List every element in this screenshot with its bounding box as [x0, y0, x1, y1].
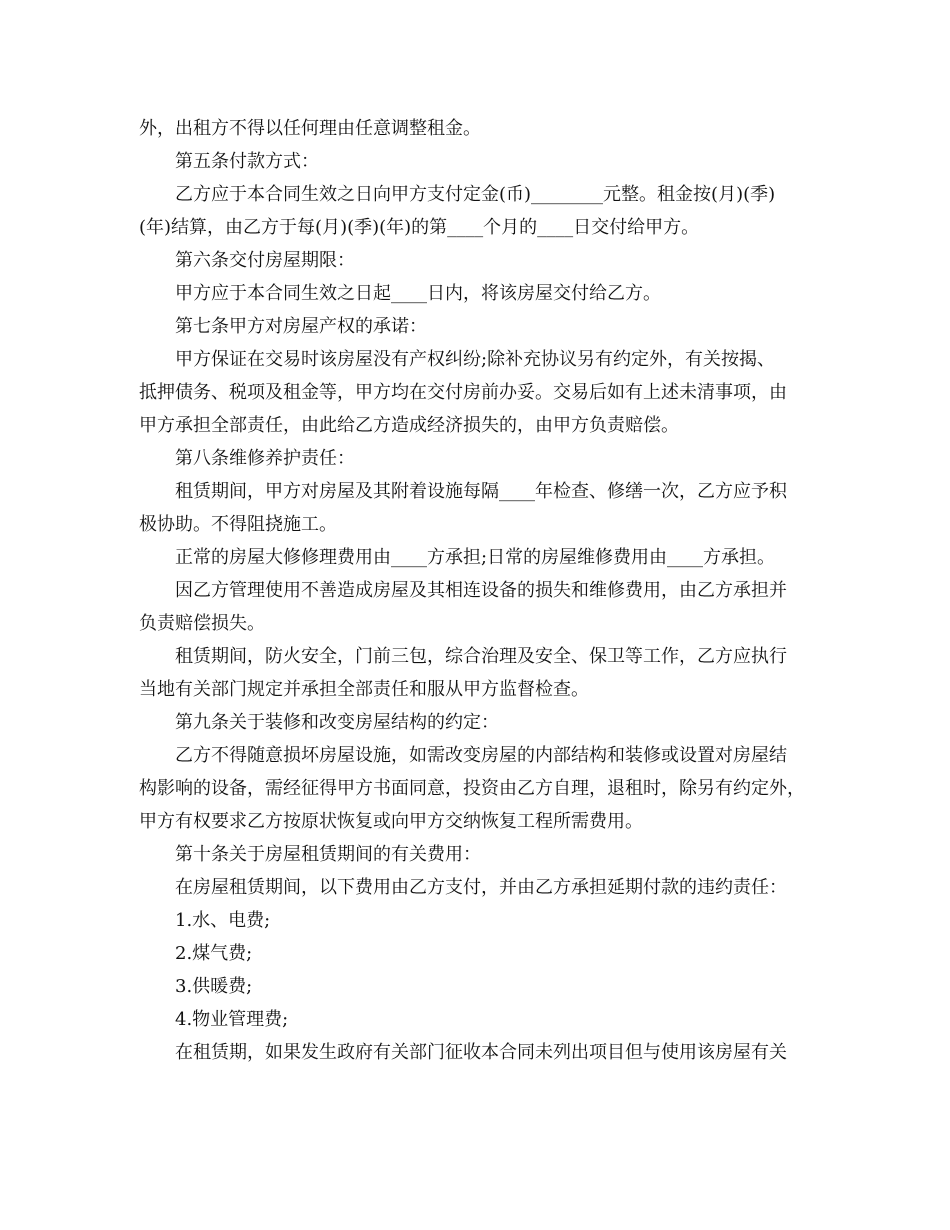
- text-line: 乙方应于本合同生效之日向甲方支付定金(币)________元整。租金按(月)(季): [175, 184, 776, 205]
- text-line: 3.供暖费;: [175, 976, 253, 997]
- text-line: 租赁期间，防火安全，门前三包，综合治理及安全、保卫等工作，乙方应执行: [175, 646, 787, 667]
- text-line: 第九条关于装修和改变房屋结构的约定：: [175, 712, 499, 733]
- text-line: 第七条甲方对房屋产权的承诺：: [175, 316, 427, 337]
- text-line: 甲方承担全部责任，由此给乙方造成经济损失的，由甲方负责赔偿。: [139, 415, 679, 436]
- text-line: 当地有关部门规定并承担全部责任和服从甲方监督检查。: [139, 679, 589, 700]
- text-line: 甲方保证在交易时该房屋没有产权纠纷;除补充协议另有约定外，有关按揭、: [175, 349, 776, 370]
- text-line: 因乙方管理使用不善造成房屋及其相连设备的损失和维修费用，由乙方承担并: [175, 580, 787, 601]
- text-line: (年)结算，由乙方于每(月)(季)(年)的第____个月的____日交付给甲方。: [139, 217, 700, 238]
- text-line: 正常的房屋大修修理费用由____方承担;日常的房屋维修费用由____方承担。: [175, 547, 776, 568]
- text-line: 第五条付款方式：: [175, 151, 319, 172]
- text-line: 甲方有权要求乙方按原状恢复或向甲方交纳恢复工程所需费用。: [139, 811, 643, 832]
- text-line: 4.物业管理费;: [175, 1009, 289, 1030]
- text-line: 第八条维修养护责任：: [175, 448, 355, 469]
- text-line: 构影响的设备，需经征得甲方书面同意，投资由乙方自理，退租时，除另有约定外，: [139, 778, 805, 799]
- text-line: 乙方不得随意损坏房屋设施，如需改变房屋的内部结构和装修或设置对房屋结: [175, 745, 787, 766]
- text-line: 1.水、电费;: [175, 910, 271, 931]
- text-line: 2.煤气费;: [175, 943, 253, 964]
- text-line: 第六条交付房屋期限：: [175, 250, 355, 271]
- text-line: 负责赔偿损失。: [139, 613, 265, 634]
- text-line: 外，出租方不得以任何理由任意调整租金。: [139, 118, 481, 139]
- text-line: 租赁期间，甲方对房屋及其附着设施每隔____年检查、修缮一次，乙方应予积: [175, 481, 787, 502]
- text-line: 在房屋租赁期间，以下费用由乙方支付，并由乙方承担延期付款的违约责任：: [175, 877, 787, 898]
- text-line: 在租赁期，如果发生政府有关部门征收本合同未列出项目但与使用该房屋有关: [175, 1042, 787, 1063]
- contract-body: [139, 112, 819, 1069]
- text-line: 甲方应于本合同生效之日起____日内，将该房屋交付给乙方。: [175, 283, 661, 304]
- text-line: 抵押债务、税项及租金等，甲方均在交付房前办妥。交易后如有上述未清事项，由: [139, 382, 787, 403]
- text-line: 第十条关于房屋租赁期间的有关费用：: [175, 844, 481, 865]
- text-line: 极协助。不得阻挠施工。: [139, 514, 337, 535]
